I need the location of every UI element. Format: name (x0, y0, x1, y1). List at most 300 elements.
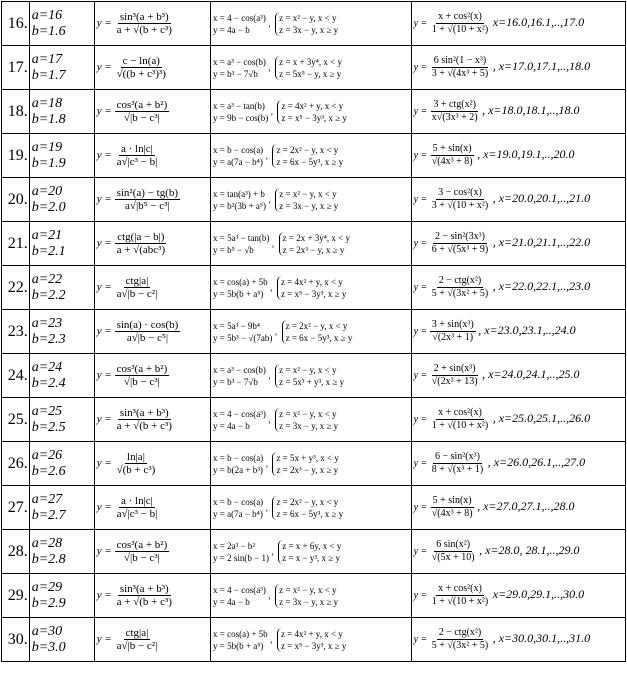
y-denominator: √(b + c³) (116, 464, 156, 476)
xyz-system (211, 486, 412, 530)
z-case-2: z = 5x⁵ − y, x ≥ y (279, 68, 342, 79)
z-case-1: z = 2x² − y, x < y (276, 496, 339, 507)
y-eq-label: y = (96, 149, 112, 162)
f-x-formula (411, 178, 625, 222)
separator-comma: , (271, 545, 274, 556)
a-value: a=28 (31, 535, 63, 551)
z-piecewise (277, 628, 346, 652)
y-numerator: sin²(a) − tg(b) (116, 187, 179, 199)
f-eq-label: y = (413, 237, 428, 249)
ab-values (29, 46, 94, 90)
y-eq-label: y = (96, 369, 112, 382)
y-denominator: a√|b⁵ − c³| (125, 200, 170, 212)
x-range: , x=30.0,30.1,..,31.0 (492, 630, 591, 645)
xy-definitions (213, 408, 266, 432)
x-range: , x=17.0,17.1,..,18.0 (492, 58, 591, 73)
x-definition: x = 5a³ − 9b⁴ (213, 320, 261, 331)
z-case-2: z = 3x − y, x ≥ y (279, 24, 339, 35)
f-denominator: 1 + √(10 + x²) (431, 596, 489, 607)
separator-comma: , (265, 149, 268, 160)
ab-values (29, 354, 94, 398)
y-fraction (115, 143, 160, 168)
ab-values (29, 266, 94, 310)
z-case-1: z = 4x² + y, x < y (280, 276, 343, 287)
y-definition: y = 2 sin(b − 1) (213, 552, 269, 563)
xyz-system (211, 442, 412, 486)
z-case-2: z = x⁵ − 3y³, x ≥ y (280, 288, 347, 299)
xy-definitions (213, 628, 268, 652)
ab-values (29, 442, 94, 486)
separator-comma: , (270, 105, 273, 116)
xy-definitions (213, 100, 268, 124)
separator-comma: , (265, 501, 268, 512)
y-eq-label: y = (96, 633, 112, 646)
f-denominator: 3 + √(4x³ + 5) (431, 68, 489, 79)
z-piecewise (277, 276, 346, 300)
ab-values (29, 310, 94, 354)
row-number: 18. (2, 90, 30, 134)
table-row (2, 618, 626, 662)
a-value: a=21 (31, 227, 63, 243)
table-row (2, 90, 626, 134)
b-value: b=2.8 (31, 551, 66, 567)
f-fraction (430, 187, 490, 212)
x-definition: x = 2a³ − b² (213, 540, 256, 551)
x-range: x=16.0,16.1,..,17.0 (492, 14, 585, 29)
f-numerator: 6 sin²(1 − x³) (433, 55, 487, 66)
y-denominator: a + √(abc³) (116, 244, 166, 256)
f-numerator: 6 sin(x²) (436, 539, 471, 550)
y-eq-label: y = (96, 193, 112, 206)
x-definition: x = b − cos(a) (213, 144, 264, 155)
b-value: b=2.7 (31, 507, 66, 523)
f-fraction (430, 143, 475, 168)
separator-comma: , (268, 369, 271, 380)
z-case-2: z = 2x³ − y, x ≥ y (282, 244, 345, 255)
y-fraction (115, 583, 174, 608)
f-numerator: 2 − sin²(3x³) (435, 231, 485, 242)
x-range: , x=22.0,22.1,..,23.0 (492, 278, 591, 293)
a-value: a=16 (31, 7, 63, 23)
z-piecewise (275, 364, 344, 388)
z-piecewise (277, 100, 346, 124)
x-range: , x=20.0,20.1,..,21.0 (492, 190, 591, 205)
y-formula (94, 178, 210, 222)
y-fraction (115, 363, 170, 388)
y-fraction (115, 231, 168, 256)
row-number: 19. (2, 134, 30, 178)
f-numerator: 5 + sin(x) (432, 143, 472, 154)
b-value: b=2.2 (31, 287, 66, 303)
f-eq-label: y = (413, 105, 428, 117)
x-range: x=29.0,29.1,..,30.0 (492, 586, 585, 601)
row-number: 30. (2, 618, 30, 662)
y-definition: y = 5b(b + a⁵) (213, 640, 264, 651)
b-value: b=1.6 (31, 23, 66, 39)
xyz-system (211, 134, 412, 178)
y-denominator: √|b − c³| (124, 552, 160, 564)
y-denominator: a√|b − c²| (116, 640, 158, 652)
y-numerator: ln|a| (127, 451, 145, 463)
x-range: , x=23.0,23.1,..,24.0 (478, 322, 576, 337)
x-range: , x=24.0,24.1,..,25.0 (482, 366, 580, 381)
z-case-1: z = x² − y, x < y (279, 188, 337, 199)
y-fraction (115, 627, 160, 652)
x-definition: x = b − cos(a) (213, 452, 264, 463)
x-definition: x = a³ − cos(b) (213, 56, 266, 67)
ab-values (29, 2, 94, 46)
table-row (2, 398, 626, 442)
x-definition: x = tan(a³) + b (213, 188, 265, 199)
y-formula (94, 134, 210, 178)
z-case-1: z = x² − y, x < y (279, 408, 337, 419)
y-numerator: cos³(a + b²) (116, 363, 168, 375)
x-definition: x = cos(a) + 5b (213, 276, 268, 287)
f-fraction (430, 231, 490, 256)
a-value: a=17 (31, 51, 63, 67)
z-case-1: z = x² − y, x < y (279, 12, 337, 23)
y-eq-label: y = (96, 457, 112, 470)
a-value: a=20 (31, 183, 63, 199)
z-case-1: z = x + 6y, x < y (282, 540, 342, 551)
y-definition: y = b²(3b + a⁵) (213, 200, 267, 211)
f-denominator: √(5x + 10) (431, 552, 475, 563)
ab-values (29, 90, 94, 134)
y-formula (94, 442, 210, 486)
y-numerator: ctg|a| (125, 627, 149, 639)
f-eq-label: y = (413, 369, 428, 381)
separator-comma: , (270, 281, 273, 292)
z-piecewise (272, 496, 343, 520)
y-formula (94, 266, 210, 310)
z-case-2: z = 3x − y, x ≥ y (279, 200, 339, 211)
f-x-formula (411, 134, 625, 178)
xyz-system (211, 90, 412, 134)
f-denominator: 8 + √(x³ + 1) (431, 464, 484, 475)
separator-comma: , (268, 589, 271, 600)
y-formula (94, 310, 210, 354)
y-fraction (115, 99, 170, 124)
z-piecewise (275, 188, 338, 212)
y-denominator: a√|c³ − b| (116, 156, 158, 168)
f-numerator: 2 + sin(x³) (433, 363, 476, 374)
x-range: , x=27.0,27.1,..,28.0 (477, 498, 575, 513)
x-definition: x = 4 − cos(a³) (213, 408, 266, 419)
f-fraction (430, 55, 490, 80)
f-denominator: x√(3x³ + 2) (431, 112, 478, 123)
y-definition: y = 4a − b (213, 24, 250, 35)
xy-definitions (213, 584, 266, 608)
y-numerator: cos³(a + b²) (116, 539, 168, 551)
separator-comma: , (268, 413, 271, 424)
y-numerator: a · ln|c| (121, 495, 153, 507)
f-fraction (430, 583, 490, 608)
y-definition: y = 5b(b + a⁵) (213, 288, 264, 299)
f-numerator: x + cos²(x) (438, 407, 482, 418)
y-fraction (115, 407, 174, 432)
y-eq-label: y = (96, 501, 112, 514)
f-numerator: 2 − ctg(x²) (438, 627, 482, 638)
x-range: , x=21.0,21.1,..,22.0 (492, 234, 591, 249)
x-range: , x=18.0,18.1,..,18.0 (482, 102, 580, 117)
x-range: , x=19.0,19.1,..,20.0 (477, 146, 575, 161)
x-definition: x = 5a³ − tan(b) (213, 232, 270, 243)
row-number: 27. (2, 486, 30, 530)
f-fraction (430, 363, 480, 388)
f-x-formula (411, 266, 625, 310)
row-number: 21. (2, 222, 30, 266)
f-x-formula (411, 310, 625, 354)
y-formula (94, 2, 210, 46)
y-denominator: a + √(b + c³) (116, 24, 172, 36)
xyz-system (211, 178, 412, 222)
ab-values (29, 618, 94, 662)
ab-values (29, 486, 94, 530)
f-denominator: 6 + √(5x³ + 9) (431, 244, 489, 255)
table-row (2, 574, 626, 618)
z-case-1: z = 5x + y³, x < y (276, 452, 339, 463)
f-fraction (430, 11, 490, 36)
y-formula (94, 618, 210, 662)
x-range: , x=25.0,25.1,..,26.0 (492, 410, 591, 425)
f-eq-label: y = (413, 545, 428, 557)
y-numerator: sin(a) · cos(b) (116, 319, 179, 331)
f-numerator: 3 + ctg(x²) (433, 99, 476, 110)
f-x-formula (411, 222, 625, 266)
xyz-system (211, 266, 412, 310)
ab-values (29, 398, 94, 442)
y-denominator: a + √(b + c³) (116, 420, 172, 432)
y-formula (94, 398, 210, 442)
x-range: , x=26.0,26.1,..,27.0 (487, 454, 586, 469)
z-case-1: z = 2x² − y, x < y (276, 144, 339, 155)
f-fraction (430, 451, 485, 476)
row-number: 28. (2, 530, 30, 574)
f-numerator: 3 + sin(x³) (431, 319, 474, 330)
x-definition: x = 4 − cos(a³) (213, 584, 266, 595)
y-formula (94, 90, 210, 134)
y-denominator: √|b − c³| (124, 376, 160, 388)
a-value: a=30 (31, 623, 63, 639)
table-row (2, 2, 626, 46)
ab-values (29, 530, 94, 574)
y-formula (94, 530, 210, 574)
y-formula (94, 46, 210, 90)
y-definition: y = 4a − b (213, 420, 250, 431)
xy-definitions (213, 188, 266, 212)
z-case-1: z = 2x² − y, x < y (285, 320, 348, 331)
y-eq-label: y = (96, 105, 112, 118)
xyz-system (211, 2, 412, 46)
table-row (2, 486, 626, 530)
y-fraction (115, 319, 181, 344)
a-value: a=23 (31, 315, 63, 331)
xy-definitions (213, 364, 266, 388)
f-numerator: 5 + sin(x) (432, 495, 472, 506)
f-denominator: 1 + √(10 + x²) (431, 24, 489, 35)
f-fraction (430, 495, 475, 520)
f-x-formula (411, 2, 625, 46)
f-numerator: x + cos²(x) (438, 11, 482, 22)
y-numerator: cos³(a + b²) (116, 99, 168, 111)
f-eq-label: y = (413, 325, 428, 337)
y-numerator: c − ln(a) (122, 55, 160, 67)
y-numerator: ctg(|a − b|) (117, 231, 165, 243)
row-number: 24. (2, 354, 30, 398)
f-fraction (430, 539, 477, 564)
row-number: 25. (2, 398, 30, 442)
y-numerator: ctg|a| (125, 275, 149, 287)
f-eq-label: y = (413, 17, 428, 29)
row-number: 26. (2, 442, 30, 486)
xy-definitions (213, 276, 268, 300)
a-value: a=25 (31, 403, 63, 419)
a-value: a=22 (31, 271, 63, 287)
f-eq-label: y = (413, 501, 428, 513)
b-value: b=3.0 (31, 639, 66, 655)
y-eq-label: y = (96, 237, 112, 250)
f-fraction (430, 627, 490, 652)
a-value: a=26 (31, 447, 63, 463)
f-fraction (430, 407, 490, 432)
z-case-2: z = 6x − 5y³, x ≥ y (276, 508, 344, 519)
y-definition: y = a(7a − b⁴) (213, 508, 263, 519)
y-formula (94, 486, 210, 530)
b-value: b=1.8 (31, 111, 66, 127)
row-number: 22. (2, 266, 30, 310)
separator-comma: , (270, 633, 273, 644)
row-number: 16. (2, 2, 30, 46)
z-case-2: z = 3x − y, x ≥ y (279, 420, 339, 431)
x-range: , x=28.0, 28.1,..,29.0 (479, 542, 580, 557)
row-number: 29. (2, 574, 30, 618)
x-definition: x = a³ − cos(b) (213, 364, 266, 375)
z-case-2: z = 2x³ − y, x ≥ y (276, 464, 339, 475)
separator-comma: , (271, 237, 275, 248)
xyz-system (211, 618, 412, 662)
x-definition: x = 4 − cos(a³) (213, 12, 266, 23)
y-eq-label: y = (96, 17, 112, 30)
x-definition: x = a³ − tan(b) (213, 100, 265, 111)
z-piecewise (272, 144, 343, 168)
ab-values (29, 574, 94, 618)
xyz-system (211, 398, 412, 442)
y-fraction (115, 539, 170, 564)
f-eq-label: y = (413, 193, 428, 205)
xyz-system (211, 530, 412, 574)
b-value: b=2.1 (31, 243, 66, 259)
ab-values (29, 134, 94, 178)
xy-definitions (213, 232, 269, 256)
table-row (2, 442, 626, 486)
z-piecewise (275, 408, 338, 432)
y-numerator: sin³(a + b³) (119, 11, 169, 23)
f-eq-label: y = (413, 61, 428, 73)
b-value: b=2.3 (31, 331, 66, 347)
xyz-system (211, 222, 412, 266)
f-x-formula (411, 442, 625, 486)
f-x-formula (411, 486, 625, 530)
y-definition: y = b³ − 7√b (213, 376, 258, 387)
b-value: b=2.5 (31, 419, 66, 435)
f-numerator: x + cos²(x) (438, 583, 482, 594)
f-denominator: √(2x³ + 1) (432, 332, 474, 343)
f-x-formula (411, 530, 625, 574)
f-denominator: √(4x³ + 8) (431, 156, 473, 167)
z-case-1: z = x + 3y⁴, x < y (279, 56, 342, 67)
table-row (2, 178, 626, 222)
y-fraction (115, 451, 158, 476)
f-numerator: 6 − sin²(x³) (435, 451, 480, 462)
f-x-formula (411, 90, 625, 134)
xyz-system (211, 310, 412, 354)
y-fraction (115, 495, 160, 520)
separator-comma: , (268, 193, 271, 204)
f-denominator: √(4x³ + 8) (431, 508, 473, 519)
z-piecewise (272, 452, 338, 476)
y-definition: y = 4a − b (213, 596, 250, 607)
table-row (2, 222, 626, 266)
b-value: b=2.6 (31, 463, 66, 479)
y-eq-label: y = (96, 281, 112, 294)
xy-definitions (213, 320, 272, 344)
table-row (2, 354, 626, 398)
a-value: a=24 (31, 359, 63, 375)
z-case-2: z = x⁵ − 3y³, x ≥ y (280, 640, 347, 651)
xyz-system (211, 46, 412, 90)
f-x-formula (411, 398, 625, 442)
z-piecewise (275, 56, 342, 80)
y-eq-label: y = (96, 545, 112, 558)
y-eq-label: y = (96, 589, 112, 602)
a-value: a=18 (31, 95, 63, 111)
f-fraction (430, 99, 480, 124)
xy-definitions (213, 56, 266, 80)
z-case-1: z = x² − y, x < y (279, 364, 337, 375)
f-denominator: 5 + √(3x² + 5) (431, 288, 489, 299)
z-case-2: z = 3x − y, x ≥ y (279, 596, 339, 607)
z-piecewise (278, 540, 341, 564)
y-definition: y = 9b − cos(b) (213, 112, 269, 123)
f-fraction (430, 275, 490, 300)
y-denominator: a√|b − c²| (116, 288, 158, 300)
table-row (2, 266, 626, 310)
y-definition: y = b(2a + b³) (213, 464, 263, 475)
f-eq-label: y = (413, 589, 428, 601)
xy-definitions (213, 452, 263, 476)
row-number: 20. (2, 178, 30, 222)
y-numerator: sin³(a + b³) (119, 583, 169, 595)
y-definition: y = 5b³ − √(7ab) (213, 332, 273, 343)
f-denominator: √(2x² + 13) (431, 376, 478, 387)
y-numerator: a · ln|c| (121, 143, 153, 155)
table-row (2, 134, 626, 178)
y-definition: y = b³ − 7√b (213, 68, 258, 79)
f-x-formula (411, 354, 625, 398)
y-denominator: a√|c³ − b| (116, 508, 158, 520)
f-denominator: 3 + √(10 + x²) (431, 200, 489, 211)
z-case-1: z = 4x² + y, x < y (280, 628, 343, 639)
z-case-2: z = 6x − 5y³, x ≥ y (276, 156, 344, 167)
ab-values (29, 222, 94, 266)
separator-comma: , (274, 325, 278, 336)
x-definition: x = b − cos(a) (213, 496, 264, 507)
y-denominator: a + √(b + c³) (116, 596, 172, 608)
ab-values (29, 178, 94, 222)
b-value: b=1.7 (31, 67, 66, 83)
y-denominator: a√|b − c⁵| (126, 332, 169, 344)
row-number: 17. (2, 46, 30, 90)
